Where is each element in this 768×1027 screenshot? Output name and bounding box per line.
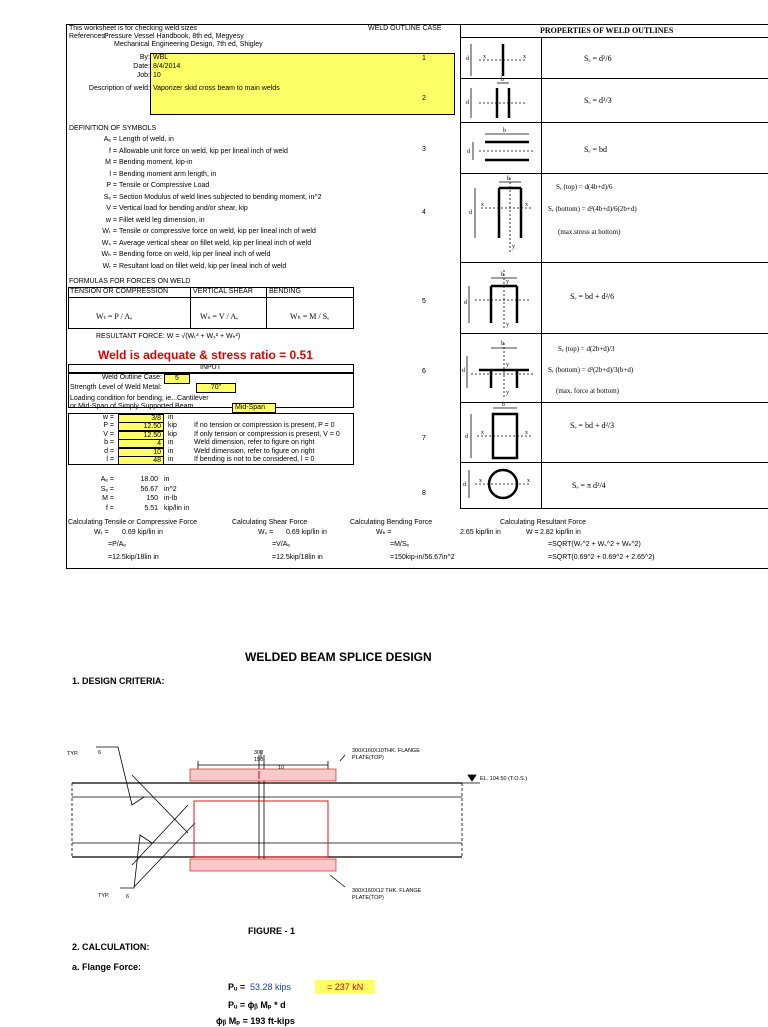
property-case-6-bottom: Sₑ (bottom) = d²(2b+d)/3(b+d) [548, 366, 634, 374]
calc-symbol: Wₜ = [94, 529, 109, 536]
calc-symbol: Sₑ = [100, 485, 114, 493]
calc-title: Calculating Resultant Force [500, 519, 586, 526]
result-statement: Weld is adequate & stress ratio = 0.51 [98, 348, 313, 362]
input-unit: kip [168, 430, 177, 438]
calc-symbol: f = [106, 504, 114, 512]
symbol-text: Vertical load for bending and/or shear, kip [119, 205, 248, 212]
svg-text:d: d [465, 434, 468, 440]
case-number: 6 [422, 368, 426, 375]
formula-shear: Wₛ = V / Aₑ [200, 312, 239, 321]
symbol-text: Bending moment, kip-in [119, 159, 193, 166]
by-value[interactable]: WBL [153, 54, 169, 61]
input-unit: in [168, 414, 174, 421]
symbol-text: Bending moment arm length, in [119, 170, 217, 178]
flange-force-heading: a. Flange Force: [72, 962, 142, 972]
calc-title: Calculating Tensile or Compressive Force [68, 519, 198, 526]
symbol-text: Tensile or Compressive Load [119, 182, 210, 189]
dim-300: 300 [254, 750, 264, 756]
calc-unit: kip/lin in [164, 504, 190, 512]
calc-result: 0.69 kip/lin in [122, 529, 163, 536]
svg-text:b: b [501, 272, 504, 278]
phi-mp: ϕᵦ Mₚ = 193 ft-kips [216, 1016, 295, 1026]
symbol: Wᵣ = [102, 262, 117, 270]
symbol-text: Length of weld, in [119, 136, 174, 143]
formulas-title: FORMULAS FOR FORCES ON WELD [69, 278, 191, 285]
property-case-4-note: (max.stress at bottom) [558, 228, 621, 236]
symbol-definition [69, 171, 216, 179]
strength-label: Strength Level of Weld Metal: [70, 384, 162, 391]
calc-columns [68, 519, 768, 567]
input-symbol: P = [103, 422, 114, 430]
svg-text:d: d [467, 149, 470, 155]
case-number: 5 [422, 298, 426, 305]
loading-label-2: or Mid-Span of Simply Supported Beam [70, 403, 194, 410]
symbol-text: Bending force on weld, kip per lineal inch of weld [119, 251, 271, 258]
property-case-4-top: Sₑ (top) = d(4b+d)/6 [556, 183, 613, 191]
svg-text:b: b [501, 341, 504, 347]
symbol-definition [69, 136, 174, 144]
calc-expression: =V/Aₑ [272, 541, 290, 548]
symbol-definition [69, 217, 205, 225]
calc-symbol: Wₕ = [376, 529, 392, 536]
input-unit: kip [168, 422, 177, 430]
symbol-text: Resultant load on fillet weld, kip per lineal inch of weld [119, 262, 287, 270]
symbol-text: Average vertical shear on fillet weld, kip per lineal inch of weld [119, 239, 312, 247]
input-value[interactable]: 12.50 [118, 431, 164, 440]
symbol: P = [106, 182, 117, 189]
calc-symbol: M = [102, 495, 114, 502]
property-case-6-top: Sₑ (top) = d(2b+d)/3 [558, 345, 615, 353]
symbol: Wₜ = [102, 228, 117, 235]
svg-text:x: x [481, 202, 484, 208]
input-note: Weld dimension, refer to figure on right [194, 447, 315, 455]
symbol: Wₕ = [101, 251, 117, 258]
intro-text: This worksheet is for checking weld sizes [69, 25, 197, 32]
case-number: 8 [422, 490, 426, 497]
description-value[interactable]: Vaporizer skid cross beam to main welds [153, 85, 280, 92]
svg-text:x: x [481, 430, 484, 436]
svg-text:x: x [527, 478, 530, 484]
calc-unit: in [164, 476, 170, 483]
properties-title: PROPERTIES OF WELD OUTLINES [540, 26, 674, 35]
by-label: By: [139, 54, 150, 61]
svg-text:x: x [479, 478, 482, 484]
property-case-3: Sₑ = bd [584, 145, 608, 154]
splice-title: WELDED BEAM SPLICE DESIGN [245, 650, 432, 664]
property-case-5: Sₑ = bd + d²/6 [570, 292, 615, 301]
symbol-text: Fillet weld leg dimension, in [119, 216, 205, 224]
typ-bottom-label: TYP. [98, 893, 110, 899]
reference-1: Pressure Vessel Handbook, 8th ed, Megyesy [104, 33, 244, 40]
pu-value: 53.28 kips [250, 982, 292, 992]
symbol-definition [69, 240, 311, 248]
calc-value: 18.00 [140, 476, 158, 483]
symbol-definition [69, 263, 286, 271]
case-number: 1 [422, 55, 426, 62]
calc-substitution: =SQRT(0.69^2 + 0.69^2 + 2.65^2) [548, 554, 655, 561]
calc-symbol: Aₑ = [100, 476, 114, 483]
symbol-definition [69, 228, 316, 236]
calc-title: Calculating Bending Force [350, 519, 433, 526]
input-value[interactable]: 4 [118, 439, 164, 448]
flange-bottom-note: 300X160X12 THK. FLANGE PLATE(TOP) [352, 888, 422, 901]
input-value[interactable]: 10 [118, 448, 164, 457]
references-label: References: [69, 33, 107, 40]
symbol: V = [106, 205, 117, 212]
svg-text:y: y [506, 279, 509, 285]
property-case-8: Sₑ = π d²/4 [572, 481, 606, 490]
svg-text:y: y [506, 362, 509, 368]
case-number: 4 [422, 209, 426, 216]
input-note: If only tension or compression is present, V = 0 [194, 430, 340, 438]
formula-bending: Wₕ = M / Sₑ [290, 312, 330, 321]
pu-formula: Pᵤ = ϕᵦ Mₚ * d [228, 1000, 286, 1010]
input-note: If bending is not to be considered, l = 0 [194, 456, 315, 463]
property-case-1: Sₑ = d²/6 [584, 54, 612, 63]
input-unit: in [168, 456, 174, 463]
symbol-text: Section Modulus of weld lines subjected to bending moment, in^2 [119, 193, 322, 201]
svg-text:d: d [462, 368, 465, 374]
pu-kn: = 237 kN [315, 980, 375, 994]
symbol-definition [69, 194, 322, 202]
svg-text:d: d [466, 56, 469, 62]
calc-unit: in^2 [164, 485, 177, 493]
pu-label: Pᵤ = [228, 982, 246, 992]
weld-outline-case-heading: WELD OUTLINE CASE [368, 25, 442, 32]
loading-label-1: Loading condition for bending, ie...Cantilever [70, 395, 209, 402]
formula-col-tension: TENSION OR COMPRESSION [70, 288, 169, 295]
svg-text:b: b [503, 128, 506, 134]
property-case-4-bottom: Sₑ (bottom) = d²(4b+d)/6(2b+d) [548, 205, 637, 213]
svg-text:y: y [506, 390, 509, 396]
symbol: l = [109, 170, 117, 178]
weld-case-label: Weld Outline Case: [101, 374, 162, 381]
figure-caption: FIGURE - 1 [248, 926, 296, 936]
case-number: 2 [422, 95, 426, 102]
flange-top-note: 300X160X10THK. FLANGE PLATE(TOP) [352, 748, 420, 761]
case-number: 3 [422, 146, 426, 153]
svg-text:b: b [501, 77, 504, 83]
svg-text:x: x [523, 54, 526, 60]
input-symbol: d = [104, 447, 114, 455]
design-criteria-heading: 1. DESIGN CRITERIA: [72, 676, 165, 686]
case-number: 7 [422, 435, 426, 442]
date-label: Date: [133, 63, 150, 70]
symbol-text: Tensile or compressive force on weld, kip per lineal inch of weld [119, 228, 316, 235]
dim-10: 10 [278, 765, 285, 771]
job-label: Job: [136, 72, 150, 79]
symbol-definition [69, 148, 288, 156]
calculation-heading: 2. CALCULATION: [72, 942, 150, 952]
symbol-text: Allowable unit force on weld, kip per lineal inch of weld [119, 147, 288, 155]
svg-text:x: x [525, 430, 528, 436]
beam-splice-figure [60, 715, 490, 920]
input-value[interactable]: 48 [118, 456, 164, 465]
input-unit: in [168, 439, 174, 447]
loading-value[interactable]: Mid-Span [232, 403, 276, 413]
calc-result: 2.82 kip/lin in [540, 529, 581, 536]
calc-symbol: W = [526, 529, 539, 536]
input-symbol: b = [104, 439, 114, 447]
resultant-formula: RESULTANT FORCE: W = √(Wₜ² + Wₛ² + Wₕ²) [96, 333, 241, 340]
calc-expression: =SQRT(Wₜ^2 + Wₛ^2 + Wₕ^2) [548, 541, 641, 548]
calc-unit: in-lb [164, 495, 178, 502]
calc-expression: =M/Sₑ [390, 541, 410, 548]
input-unit: in [168, 447, 174, 455]
svg-text:y: y [512, 244, 515, 250]
input-symbol: l = [106, 456, 114, 463]
svg-text:y: y [506, 322, 509, 328]
symbol: M = [105, 159, 117, 166]
property-case-6-note: (max. force at bottom) [556, 387, 619, 395]
strength-value[interactable]: 70" [196, 383, 236, 393]
symbol: Aₑ = [103, 136, 117, 143]
calc-value: 150 [146, 495, 158, 502]
property-case-2: Sₑ = d²/3 [584, 96, 612, 105]
input-value[interactable]: 3/8 [118, 414, 164, 423]
svg-text:b: b [507, 176, 510, 182]
svg-text:d: d [463, 482, 466, 488]
weld-size-top: 6 [98, 750, 102, 756]
calc-symbol: Wₛ = [258, 529, 274, 536]
symbol: Wₛ = [101, 239, 117, 247]
date-value[interactable]: 8/4/2014 [153, 63, 181, 70]
symbol-definition [69, 159, 193, 167]
symbol-definition [69, 205, 248, 213]
dim-150: 150 [254, 757, 264, 763]
property-case-7: Sₑ = bd + d²/3 [570, 421, 615, 430]
symbol-definition [69, 182, 209, 190]
calc-result: 2.65 kip/lin in [460, 529, 501, 536]
svg-text:x: x [483, 54, 486, 60]
svg-text:d: d [469, 210, 472, 216]
formula-col-shear: VERTICAL SHEAR [193, 288, 253, 295]
job-value[interactable]: 10 [153, 72, 161, 79]
typ-top-label: TYP. [67, 751, 79, 757]
input-note: Weld dimension, refer to figure on right [194, 439, 315, 447]
formula-col-bending: BENDING [269, 288, 301, 295]
calc-expression: =P/Aₑ [108, 541, 126, 548]
input-symbol: w = [102, 414, 114, 421]
calc-substitution: =150kip-in/56.67in^2 [390, 554, 455, 561]
calc-result: 0.69 kip/lin in [286, 529, 327, 536]
symbol: f = [109, 147, 117, 155]
input-note: If no tension or compression is present, P = 0 [194, 422, 335, 430]
calc-value: 56.67 [140, 485, 158, 493]
reference-2: Mechanical Engineering Design, 7th ed, Shigley [114, 41, 263, 48]
input-rows-frame [68, 413, 354, 465]
svg-text:d: d [466, 100, 469, 106]
elevation-note: EL. 104.50 (T.O.S.) [480, 776, 528, 782]
symbol: Sₑ = [103, 193, 117, 201]
calc-substitution: =12.5kip/18lin in [108, 554, 159, 561]
symbols-title: DEFINITION OF SYMBOLS [69, 125, 157, 132]
svg-text:b: b [502, 402, 505, 408]
svg-text:d: d [464, 300, 467, 306]
weld-size-bottom: 6 [126, 894, 130, 900]
description-label: Description of weld: [88, 85, 150, 92]
input-symbol: V = [103, 430, 114, 438]
svg-text:x: x [525, 202, 528, 208]
calc-title: Calculating Shear Force [232, 519, 308, 526]
input-title: INPUT [200, 364, 221, 371]
symbol-definition [69, 251, 270, 259]
calc-substitution: =12.5kip/18lin in [272, 554, 323, 561]
weld-case-value[interactable]: 5 [164, 374, 190, 384]
info-block [150, 53, 455, 115]
input-value[interactable]: 12.50 [118, 422, 164, 431]
weld-outline-sketches [461, 38, 541, 508]
symbol: w = [105, 216, 117, 224]
calc-value: 5.51 [144, 504, 158, 512]
formula-tension: Wₜ = P / Aₑ [96, 312, 133, 321]
